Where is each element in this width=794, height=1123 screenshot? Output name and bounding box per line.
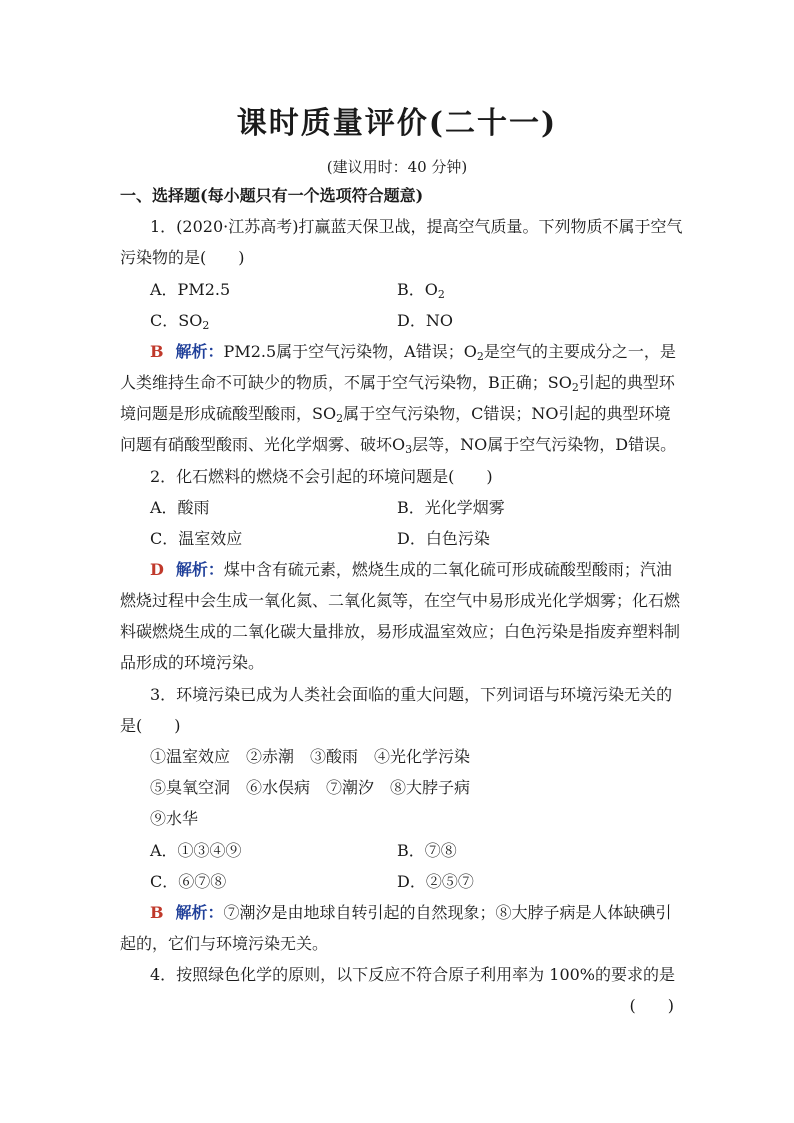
q2-explanation-line3: 料碳燃烧生成的二氧化碳大量排放，易形成温室效应；白色污染是指废弃塑料制 xyxy=(120,622,681,641)
q4-stem-line1: 4．按照绿色化学的原则，以下反应不符合原子利用率为 100%的要求的是 xyxy=(150,965,676,984)
q1-stem-line1: 1．(2020·江苏高考)打赢蓝天保卫战，提高空气质量。下列物质不属于空气 xyxy=(150,217,683,236)
q3-answer: B xyxy=(150,903,164,922)
q1-option-c: C．$SO_2$ xyxy=(150,311,210,332)
q1-explanation-line3: 境问题是形成硫酸型酸雨，$SO_2$属于空气污染物，C错误；NO引起的典型环境 xyxy=(120,404,671,425)
q3-stem-line2: 是( ) xyxy=(120,716,181,735)
q1-option-d: D．NO xyxy=(397,311,453,330)
section-heading: 一、选择题(每小题只有一个选项符合题意) xyxy=(120,186,424,205)
q2-option-b: B．光化学烟雾 xyxy=(397,498,505,517)
q1-option-a: A．PM2.5 xyxy=(150,280,231,299)
q3-items-line3: ⑨水华 xyxy=(150,809,199,828)
q2-option-a: A．酸雨 xyxy=(150,498,210,517)
q2-option-d: D．白色污染 xyxy=(397,529,490,548)
q2-stem: 2．化石燃料的燃烧不会引起的环境问题是( ) xyxy=(150,467,493,486)
q1-explanation-line1: B 解析：PM2.5属于空气污染物，A错误；$O_2$是空气的主要成分之一，是 xyxy=(150,342,676,363)
q2-explanation-line1: D 解析：煤中含有硫元素，燃烧生成的二氧化硫可形成硫酸型酸雨；汽油 xyxy=(150,560,672,579)
q3-explanation-line1: B 解析：⑦潮汐是由地球自转引起的自然现象；⑧大脖子病是人体缺碘引 xyxy=(150,903,672,922)
q1-explanation-line2: 人类维持生命不可缺少的物质，不属于空气污染物，B正确；$SO_2$引起的典型环 xyxy=(120,373,675,394)
q2-answer: D xyxy=(150,560,164,579)
q3-option-a: A．①③④⑨ xyxy=(150,841,242,860)
time-suggestion: (建议用时：40 分钟) xyxy=(326,158,468,176)
q3-items-line1: ①温室效应 ②赤潮 ③酸雨 ④光化学污染 xyxy=(150,747,471,766)
q2-explanation-line4: 品形成的环境污染。 xyxy=(120,653,265,672)
page-title: 课时质量评价(二十一) xyxy=(236,106,558,141)
q1-stem-line2: 污染物的是( ) xyxy=(120,248,245,267)
q3-option-c: C．⑥⑦⑧ xyxy=(150,872,227,891)
q1-answer: B xyxy=(150,342,164,361)
q3-option-b: B．⑦⑧ xyxy=(397,841,457,860)
q3-stem-line1: 3．环境污染已成为人类社会面临的重大问题，下列词语与环境污染无关的 xyxy=(150,685,673,704)
q2-explanation-line2: 燃烧过程中会生成一氧化氮、二氧化氮等，在空气中易形成光化学烟雾；化石燃 xyxy=(120,591,681,610)
q3-option-d: D．②⑤⑦ xyxy=(397,872,474,891)
q1-explanation-line4: 问题有硝酸型酸雨、光化学烟雾、破坏$O_3$层等，NO属于空气污染物，D错误。 xyxy=(120,435,677,456)
q3-items-line2: ⑤臭氧空洞 ⑥水俣病 ⑦潮汐 ⑧大脖子病 xyxy=(150,778,471,797)
q3-explanation-line2: 起的，它们与环境污染无关。 xyxy=(120,934,329,953)
q2-option-c: C．温室效应 xyxy=(150,529,243,548)
q4-answer-blank: ( ) xyxy=(629,996,674,1015)
q1-option-b: B．$O_2$ xyxy=(397,280,445,301)
